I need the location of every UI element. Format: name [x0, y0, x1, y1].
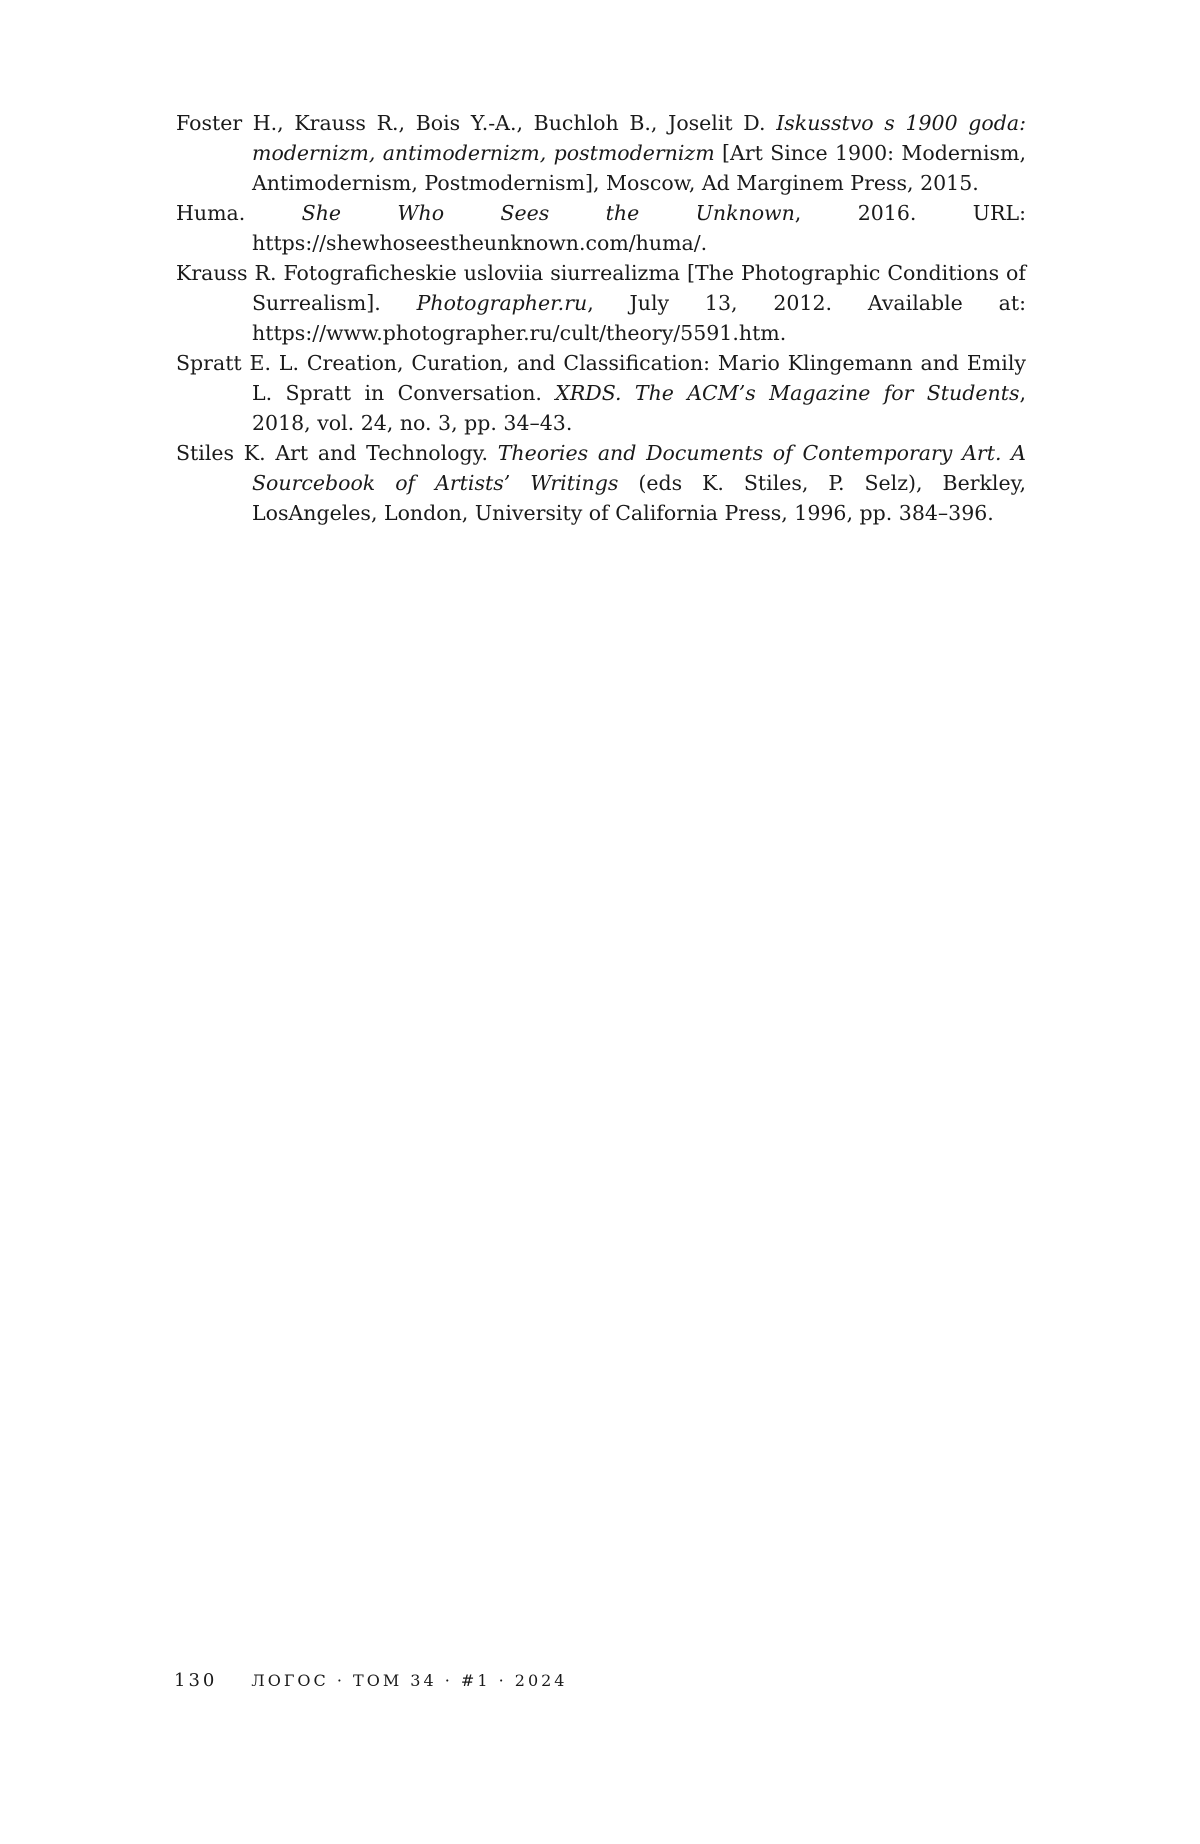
page-footer: [174, 1670, 567, 1691]
reference-item: Spratt E. L. Creation, Curation, and Classification: Mario Klingemann and Emily L. Spratt in Conversation. XRDS. The ACM’s Magazine for Students, 2018, vol. 24, no. 3, pp. 34–43.: [176, 351, 1026, 435]
reference-item: Foster H., Krauss R., Bois Y.-A., Buchloh B., Joselit D. Iskusstvo s 1900 goda: modernizm, antimodernizm, postmodernizm [Art Since 1900: Modernism, Antimodernism, Postmodernism], Moscow, Ad Marginem Press, 2015.: [176, 111, 1026, 195]
page-number: 130: [174, 1670, 218, 1691]
reference-item: Krauss R. Fotograficheskie usloviia siurrealizma [The Photographic Conditions of Surrealism]. Photographer.ru, July 13, 2012. Available at: https://www.photographer.ru/cult/theory/5591.htm.: [176, 261, 1026, 345]
reference-list: [176, 108, 1026, 528]
reference-item: Huma. She Who Sees the Unknown, 2016. URL: https://shewhoseestheunknown.com/huma/.: [176, 201, 1027, 255]
reference-item: Stiles K. Art and Technology. Theories and Documents of Contemporary Art. A Sourcebook of Artists’ Writings (eds K. Stiles, P. Selz), Berkley, LosAngeles, London, University of California Press, 1996, pp. 384–396.: [176, 441, 1026, 525]
journal-running-title: ЛОГОС · ТОМ 34 · #1 · 2024: [251, 1671, 568, 1690]
